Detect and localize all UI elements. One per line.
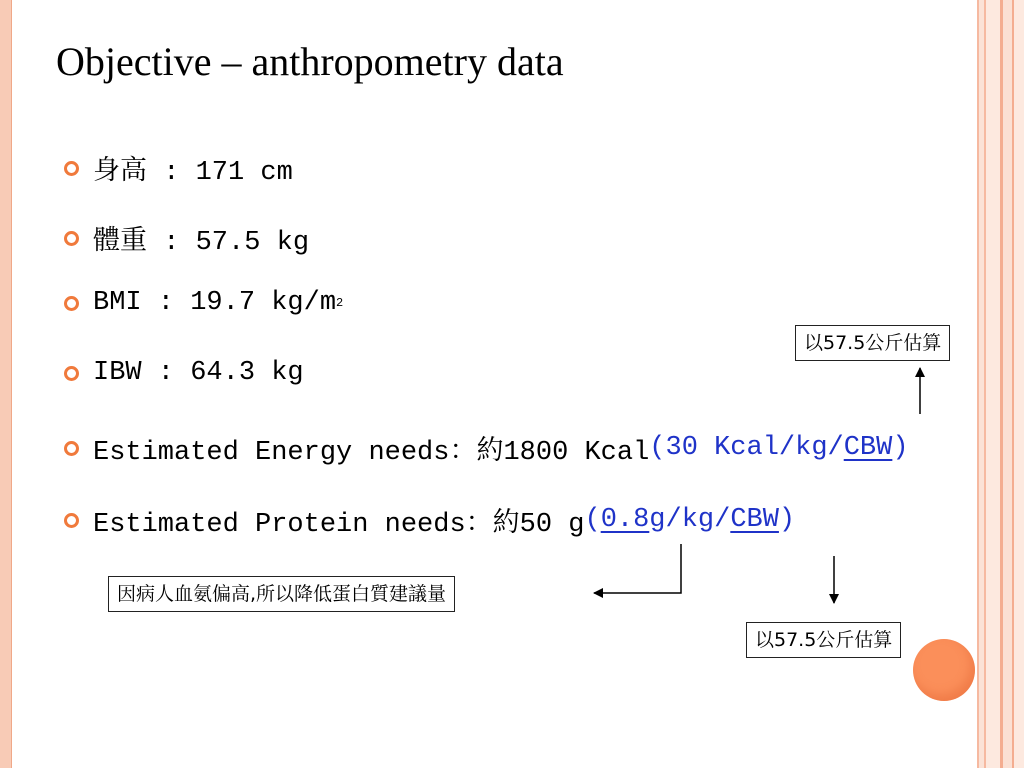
protein-paren-close: ) bbox=[778, 505, 796, 535]
bullet-height bbox=[64, 148, 293, 188]
bullet-circle-icon bbox=[64, 366, 79, 381]
bmi-superscript: 2 bbox=[336, 296, 344, 310]
bullet-protein bbox=[64, 500, 795, 540]
bullet-circle-icon bbox=[64, 513, 79, 528]
bullet-circle-icon bbox=[64, 296, 79, 311]
protein-text: Estimated Protein needs：約50 g bbox=[93, 510, 585, 540]
bmi-text: BMI : 19.7 kg/m bbox=[93, 288, 337, 318]
bullet-circle-icon bbox=[64, 161, 79, 176]
energy-paren-close: ) bbox=[892, 433, 909, 463]
bullet-weight bbox=[64, 218, 309, 258]
bullet-bmi bbox=[64, 288, 343, 318]
right-decorative-border bbox=[976, 0, 1024, 768]
protein-factor: 0.8 bbox=[600, 505, 650, 535]
energy-factor: (30 Kcal/kg/ bbox=[649, 433, 844, 463]
ibw-text: IBW : 64.3 kg bbox=[93, 358, 304, 388]
note-estimate-top: 以57.5公斤估算 bbox=[795, 325, 950, 361]
energy-cbw: CBW bbox=[843, 433, 893, 463]
orange-circle-decoration bbox=[913, 639, 975, 701]
bullet-energy bbox=[64, 428, 909, 468]
bullet-ibw bbox=[64, 358, 304, 388]
arrow-elbow-to-reason bbox=[594, 544, 681, 593]
bullet-circle-icon bbox=[64, 441, 79, 456]
note-reason: 因病人血氨偏高,所以降低蛋白質建議量 bbox=[108, 576, 455, 612]
energy-text: Estimated Energy needs：約1800 Kcal bbox=[93, 438, 650, 468]
height-text: 身高 : 171 cm bbox=[93, 158, 293, 188]
protein-unit: g/kg/ bbox=[649, 505, 731, 535]
weight-text: 體重 : 57.5 kg bbox=[93, 228, 310, 258]
protein-paren-open: ( bbox=[584, 505, 601, 535]
left-decorative-border bbox=[0, 0, 12, 768]
note-estimate-bottom: 以57.5公斤估算 bbox=[746, 622, 901, 658]
slide-title: Objective – anthropometry data bbox=[56, 39, 564, 84]
bullet-circle-icon bbox=[64, 231, 79, 246]
protein-cbw: CBW bbox=[730, 505, 779, 535]
